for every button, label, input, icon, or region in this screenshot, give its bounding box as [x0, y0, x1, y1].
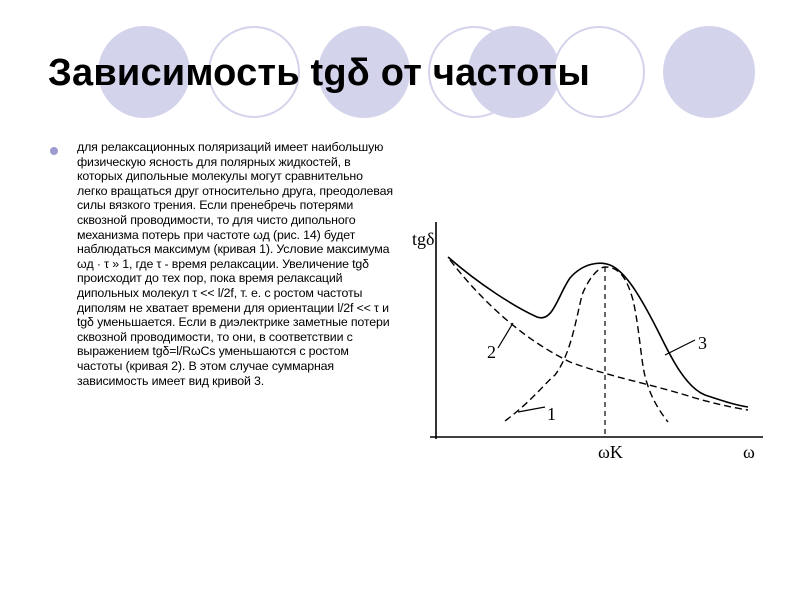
curve-label-2: 2 — [487, 342, 496, 362]
page-title: Зависимость tgδ от частоты — [48, 52, 591, 94]
leader-line-3 — [665, 340, 695, 355]
peak-frequency-label: ωK — [598, 442, 623, 462]
body-paragraph: для релаксационных поляризаций имеет наибольшую физическую ясность для полярных жидкостей, в которых дипольные молекулы могут сравнительно легко вращаться друг относительно друга, преодолевая силы вязкого трения. Если пренебречь потерями сквозной проводимости, то для чисто дипольного механизма потерь при частоте ωд (рис. 14) будет наблюдаться максимум (кривая 1). Условие максимума ωд · τ » 1, где τ - время релаксации. Увеличение tgδ происходит до тех пор, пока время релаксаций дипольных молекул τ << l/2f, т. е. с ростом частоты диполям не хватает времени для ориентации l/2f << τ и tgδ уменьшается. Если в диэлектрике заметные потери сквозной проводимости, то они, в соответствии с выражением tgδ=l/RωCs уменьшаются с ростом частоты (кривая 2). В этом случае суммарная зависимость имеет вид кривой 3. — [77, 140, 393, 388]
curve-label-1: 1 — [547, 404, 556, 424]
curve-3 — [448, 257, 748, 407]
curve-label-3: 3 — [698, 333, 707, 353]
frequency-dependence-diagram — [405, 215, 785, 470]
x-axis-label: ω — [743, 442, 755, 462]
curve-1 — [505, 267, 668, 422]
bullet-marker — [50, 147, 58, 155]
decorative-circle — [663, 26, 755, 118]
y-axis-label: tgδ — [412, 229, 435, 249]
leader-line-2 — [498, 323, 513, 348]
leader-line-1 — [518, 407, 545, 412]
